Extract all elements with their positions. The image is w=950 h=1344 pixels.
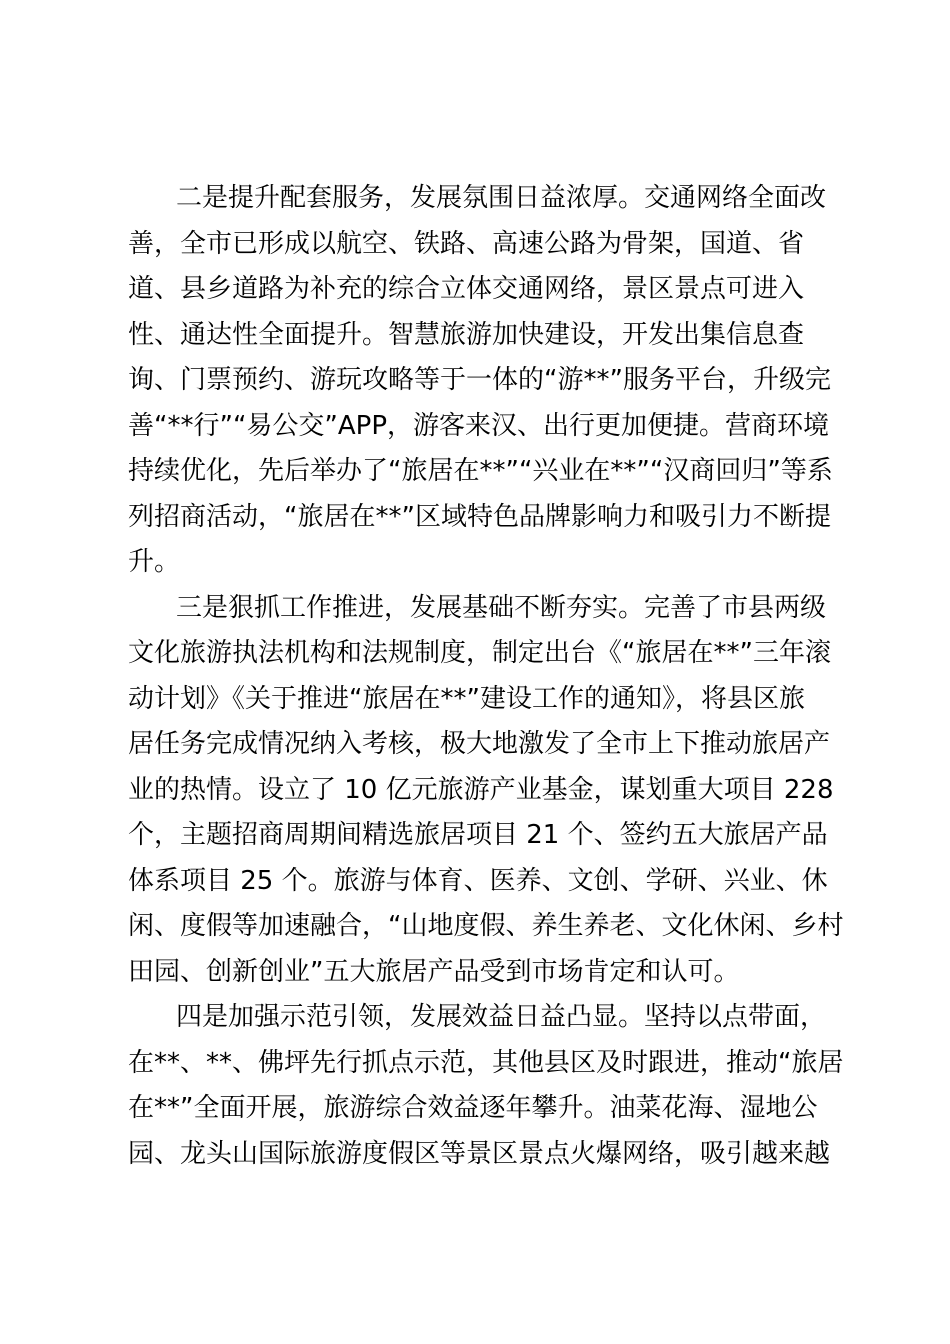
text-line: 询、门票预约、游玩攻略等于一体的“游**”服务平台，升级完 xyxy=(128,365,831,395)
text-line: 文化旅游执法机构和法规制度，制定出台《“旅居在**”三年滚 xyxy=(128,638,831,668)
text-line: 道、县乡道路为补充的综合立体交通网络，景区景点可进入 xyxy=(128,274,805,304)
paragraph-demonstration xyxy=(128,995,844,1177)
text-line: 四是加强示范引领，发展效益日益凸显。坚持以点带面， xyxy=(176,1002,827,1032)
text-line: 善“**行”“易公交”APP，游客来汉、出行更加便捷。营商环境 xyxy=(128,410,830,441)
text-line: 三是狠抓工作推进，发展基础不断夯实。完善了市县两级 xyxy=(176,592,827,623)
text-line: 居任务完成情况纳入考核，极大地激发了全市上下推动旅居产 xyxy=(128,729,831,759)
text-line: 善，全市已形成以航空、铁路、高速公路为骨架，国道、省 xyxy=(128,228,805,259)
text-line: 在**、**、佛坪先行抓点示范，其他县区及时跟进，推动“旅居 xyxy=(128,1047,844,1078)
text-line: 园、龙头山国际旅游度假区等景区景点火爆网络，吸引越来越 xyxy=(128,1138,831,1169)
paragraph-work-progress xyxy=(128,586,844,996)
text-line: 在**”全面开展，旅游综合效益逐年攀升。油菜花海、湿地公 xyxy=(128,1093,818,1123)
text-line: 动计划》《关于推进“旅居在**”建设工作的通知》，将县区旅 xyxy=(128,683,805,714)
text-line: 体系项目 25 个。旅游与体育、医养、文创、学研、兴业、休 xyxy=(128,865,828,896)
body-text xyxy=(128,176,844,1177)
text-line: 升。 xyxy=(128,547,181,577)
text-line: 个，主题招商周期间精选旅居项目 21 个、签约五大旅居产品 xyxy=(128,820,828,850)
text-line: 性、通达性全面提升。智慧旅游加快建设，开发出集信息查 xyxy=(128,319,805,350)
text-line: 闲、度假等加速融合，“山地度假、养生养老、文化休闲、乡村 xyxy=(128,911,844,941)
paragraph-service xyxy=(128,176,833,586)
text-line: 二是提升配套服务，发展氛围日益浓厚。交通网络全面改 xyxy=(176,183,827,213)
text-line: 列招商活动，“旅居在**”区域特色品牌影响力和吸引力不断提 xyxy=(128,501,831,532)
text-line: 田园、创新创业”五大旅居产品受到市场肯定和认可。 xyxy=(128,956,740,987)
text-line: 业的热情。设立了 10 亿元旅游产业基金，谋划重大项目 228 xyxy=(128,774,834,805)
text-line: 持续优化，先后举办了“旅居在**”“兴业在**”“汉商回归”等系 xyxy=(128,456,833,486)
